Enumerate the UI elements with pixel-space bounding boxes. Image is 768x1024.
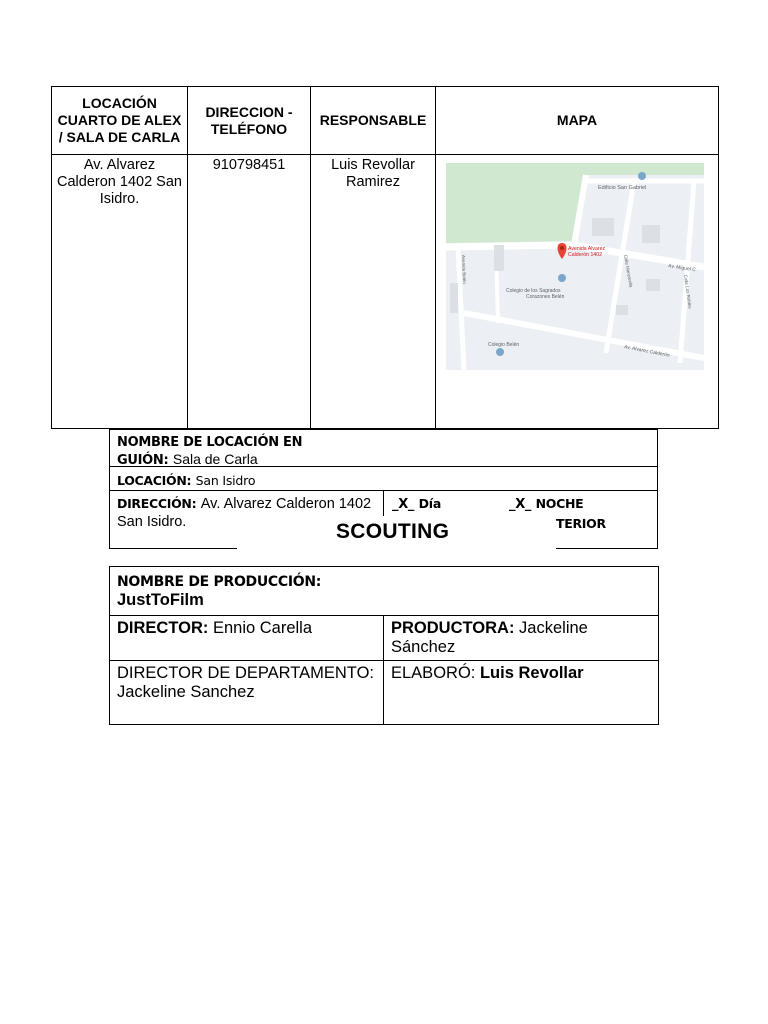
table-header-row [52, 87, 719, 155]
cell-responsible: Luis Revollar Ramirez [311, 155, 436, 429]
elaborated-cell [384, 661, 659, 725]
location-field [117, 472, 255, 489]
address-label: DIRECCIÓN: [117, 496, 197, 511]
location-name-value: Sala de Carla [172, 451, 258, 467]
night-option[interactable] [509, 495, 583, 513]
map-label-school-2: Colegio Belén [488, 342, 520, 348]
location-name-field [117, 433, 347, 469]
day-label: Día [418, 496, 442, 511]
poi-marker-icon [638, 172, 646, 180]
night-mark: _X_ [509, 497, 532, 512]
location-table [51, 86, 719, 429]
producer-cell [384, 616, 659, 661]
location-label: LOCACIÓN: [117, 473, 192, 488]
header-responsible-text: RESPONSABLE [319, 112, 427, 128]
poi-marker-icon [558, 274, 566, 282]
elaborated-label: ELABORÓ: [391, 664, 476, 682]
map-label-street-4: Calle Los Robles [683, 274, 693, 309]
table-row [110, 661, 659, 725]
header-map: MAPA [436, 87, 719, 155]
location-value: San Isidro [195, 473, 256, 488]
map-label-school-1b: Corazones Belén [526, 294, 565, 300]
production-table [109, 566, 659, 725]
location-name-label: NOMBRE DE LOCACIÓN EN GUIÓN: [117, 435, 303, 468]
map-label-building: Edificio San Gabriel [598, 185, 647, 191]
director-label: DIRECTOR: [117, 619, 209, 637]
cell-phone: 910798451 [188, 155, 311, 429]
map-label-street-1: Av. Alvarez Calderón [623, 344, 671, 359]
header-responsible [311, 87, 436, 155]
director-cell [110, 616, 384, 661]
map-label-street-5: Avenida Belén [461, 254, 468, 284]
map-label-pin-1: Avenida Alvarez [568, 246, 606, 252]
cell-location: Av. Alvarez Calderon 1402 San Isidro. [52, 155, 188, 429]
producer-value: Jackeline Sánchez [391, 619, 588, 656]
table-row [110, 567, 659, 616]
map-label-school-1a: Colegio de los Sagrados [506, 288, 561, 294]
producer-label: PRODUCTORA: [391, 619, 515, 637]
production-name-label: NOMBRE DE PRODUCCIÓN: [117, 574, 322, 590]
director-value: Ennio Carella [212, 619, 313, 637]
header-address-phone: DIRECCION - TELÉFONO [188, 87, 311, 155]
table-row [52, 155, 719, 429]
night-label: NOCHE [535, 496, 584, 511]
location-map [446, 163, 704, 370]
header-location: LOCACIÓN CUARTO DE ALEX / SALA DE CARLA [52, 87, 188, 155]
elaborated-value: Luis Revollar [479, 664, 584, 682]
dept-director-value: Jackeline Sanchez [117, 683, 255, 701]
map-label-street-3: Calle Manzanilla [623, 254, 634, 288]
map-label-street-2: Av. Miguel C [667, 263, 697, 274]
day-mark: _X_ [392, 497, 415, 512]
dept-director-cell [110, 661, 384, 725]
production-name-value: JustToFilm [117, 591, 204, 609]
production-name-cell [110, 567, 659, 616]
interior-fragment: TERIOR [556, 516, 606, 531]
dept-director-label: DIRECTOR DE DEPARTAMENTO: [117, 664, 375, 682]
address-value: Av. Alvarez Calderon 1402 San Isidro. [117, 496, 372, 530]
day-option[interactable] [392, 495, 441, 513]
map-label-pin-2: Calderón 1402 [568, 252, 603, 258]
poi-marker-icon [496, 348, 504, 356]
table-row [110, 616, 659, 661]
scouting-title: SCOUTING [336, 520, 450, 543]
cell-map [436, 155, 719, 429]
